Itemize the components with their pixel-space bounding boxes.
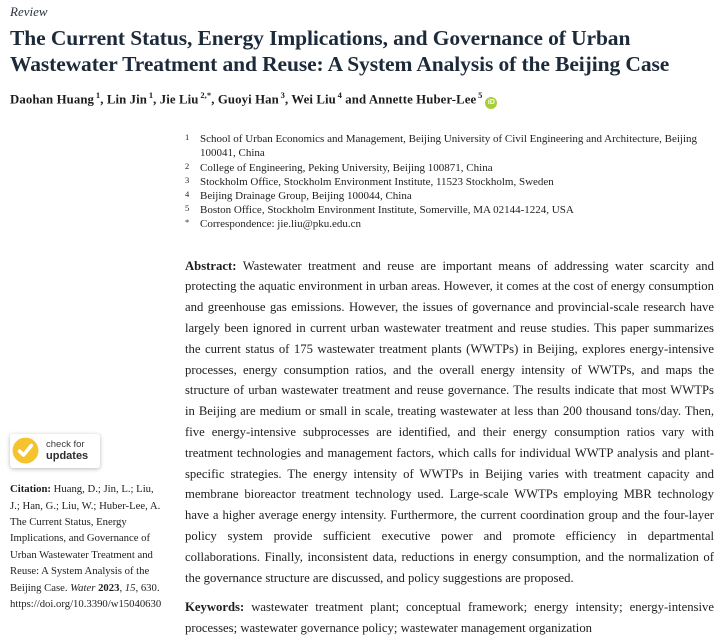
keywords-text: wastewater treatment plant; conceptual framework; energy intensity; energy-intensive processes; wastewater governance policy; wastewater management organization [185,600,714,636]
author-name: Jie Liu [159,92,199,107]
author-affiliation-marker: 2,* [198,90,212,100]
check-for-updates-badge[interactable] [10,434,100,468]
affiliation-text: Boston Office, Stockholm Environment Institute, Somerville, MA 02144-1224, USA [200,204,574,217]
left-sidebar [10,132,185,639]
affiliation-marker: 1 [185,132,190,143]
affiliation-marker: 5 [185,203,190,214]
affiliation-text: Correspondence: jie.liu@pku.edu.cn [200,218,362,231]
keywords-paragraph [185,597,714,639]
citation-body [10,483,161,610]
author-name: Lin Jin [106,92,148,107]
affiliation-list [185,132,714,231]
citation-segment: , 630. [135,581,160,594]
orcid-icon[interactable]: iD [485,97,497,109]
citation-segment: 15 [124,581,136,594]
affiliation-text: Stockholm Office, Stockholm Environment Institute, 11523 Stockholm, Sweden [200,175,554,188]
affiliation-row [185,217,714,231]
affiliation-marker: 4 [185,189,190,200]
abstract-text: Wastewater treatment and reuse are important means of addressing water scarcity and protecting the aquatic environment in urban areas. However, it comes at the cost of energy consumption and greenhouse gas emissions. However, the issues of governance and provincial-scale research have largely been ignored in current urban wastewater treatment and reuse studies. This paper summarizes the current status of 175 wastewater treatment plants (WWTPs) in Beijing, explores energy-intensive processes, energy consumption ratios, and the overall energy intensity of WWTPs, and maps the structure of urban wastewater treatment and reuse governance. The results indicate that most WWTPs in Beijing are medium or small in scale, treating wastewater at less than 200 thousand tons/day. Then, five energy-intensive subprocesses are identified, and their energy consumption ratios vary with treatment technologies and management factors, which calls for individual WWTP analysis and plant-specific strategies. The energy intensity of WWTPs in Beijing varies with treatment capacity and membrane bioreactor treatment technology used. Large-scale WWTPs employing MBR technology have a higher average energy intensity. Furthermore, the current coordination group and the four-layer policy system provide sufficient executive power and promote efficiency in departmental collaborations. Finally, inconsistent data, reductions in energy consumption, and the normalization of the governance structure are discussed, and policy suggestions are proposed. [185,258,714,585]
affiliation-marker: * [185,217,190,228]
author-affiliation-marker: 1 [147,90,154,100]
article-type-label: Review [10,4,48,19]
affiliation-marker: 2 [185,160,190,171]
page-title: The Current Status, Energy Implications, and Governance of Urban Wastewater Treatment and Reuse: A System Analysis of the Beijing Case [10,26,670,76]
content-columns [10,132,714,639]
citation-segment: , [119,581,125,594]
affiliation-row [185,175,714,189]
abstract-paragraph [185,256,714,589]
citation-segment: Huang, D.; Jin, L.; Liu, J.; Han, G.; Liu, W.; Huber-Lee, A. The Current Status, Energy Implications, and Governance of Urban Wastewater Treatment and Reuse: A System Analysis of the Beijing Case. [10,483,161,594]
author-affiliation-marker: 1 [94,90,101,100]
affiliation-row [185,132,714,160]
author-name: Annette Huber-Lee [368,92,477,107]
author-affiliation-marker: 3 [278,90,286,100]
affiliation-marker: 3 [185,174,190,185]
affiliation-text: College of Engineering, Peking University, Beijing 100871, China [200,161,493,174]
citation-label: Citation: [10,483,51,496]
check-for-updates-label: check for updates [46,439,89,462]
main-column [185,132,714,639]
citation-segment: Water [70,581,99,594]
author-affiliation-marker: 4 [335,90,342,100]
affiliation-text: Beijing Drainage Group, Beijing 100044, China [200,190,412,203]
citation-block [10,481,162,612]
affiliation-row [185,189,714,203]
author-name: Wei Liu [291,92,336,107]
author-name: Daohan Huang [10,92,95,107]
author-name: Guoyi Han [217,92,279,107]
citation-segment: 2023 [98,581,120,594]
affiliation-row [185,161,714,175]
author-list: Daohan Huang $^1$, Lin Jin $^1$, Jie Liu $^{2,*}$, Guoyi Han $^3$, Wei Liu $^4$ and Annette Huber-Lee $^5$iD [10,90,714,109]
abstract-label: Abstract: [185,258,237,273]
doi-link[interactable]: https://doi.org/10.3390/w15040630 [10,598,162,611]
affiliation-row [185,203,714,217]
author-affiliation-marker: 5 [476,90,483,100]
crossmark-check-icon [12,437,39,464]
keywords-label: Keywords: [185,600,245,615]
affiliation-text: School of Urban Economics and Management, Beijing University of Civil Engineering and Architecture, Beijing 100041, China [200,133,698,160]
